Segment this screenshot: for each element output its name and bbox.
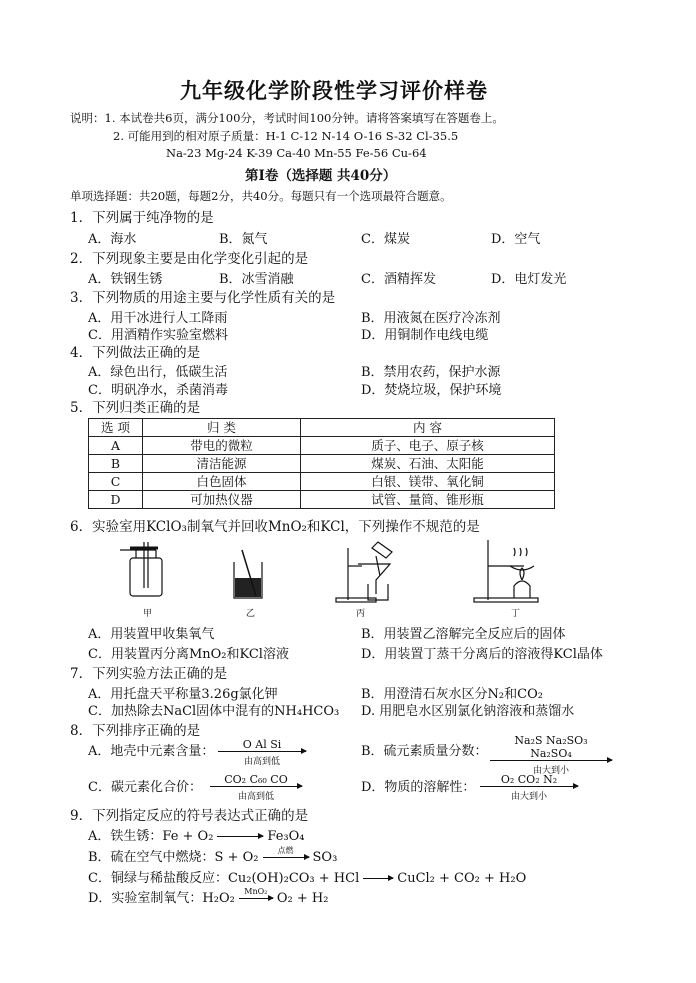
q2-option-b: B．冰雪消融 xyxy=(219,272,294,287)
q8-c-direction: 由高到低 xyxy=(237,792,274,802)
q9-b-products: SO₃ xyxy=(312,850,338,865)
q6-option-b: B．用装置乙溶解完全反应后的固体 xyxy=(361,627,566,642)
table-cell: 煤炭、石油、太阳能 xyxy=(301,455,555,473)
q5-stem: 5．下列归类正确的是 xyxy=(70,400,201,416)
table-cell: 白色固体 xyxy=(143,473,301,491)
q1-option-d: D．空气 xyxy=(491,232,541,247)
table-cell: 质子、电子、原子核 xyxy=(301,437,555,455)
q8-a-sequence xyxy=(218,738,306,767)
q3-option-d: D．用铜制作电线电缆 xyxy=(361,328,489,343)
reaction-arrow xyxy=(217,836,263,837)
q9-c-reactants: C．铜绿与稀盐酸反应：Cu₂(OH)₂CO₃ + HCl xyxy=(88,871,360,886)
q6-option-c: C．用装置丙分离MnO₂和KCl溶液 xyxy=(88,647,289,662)
q9-option-c xyxy=(88,872,526,885)
q4-option-c: C．明矾净水，杀菌消毒 xyxy=(88,383,228,398)
q8-option-b: B．硫元素质量分数： xyxy=(361,744,488,759)
q2-option-c: C．酒精挥发 xyxy=(361,272,436,287)
q9-b-reactants: B．硫在空气中燃烧：S + O₂ xyxy=(88,850,259,865)
table-cell: 可加热仪器 xyxy=(143,491,301,509)
q9-c-products: CuCl₂ + CO₂ + H₂O xyxy=(397,871,527,886)
note-line-2: 2. 可能用到的相对原子质量：H-1 C-12 N-14 O-16 S-32 Cl-35.5 xyxy=(113,129,459,143)
q9-option-b xyxy=(88,846,338,865)
table-row xyxy=(89,437,555,455)
q8-b-sequence xyxy=(490,734,612,776)
table-cell: A xyxy=(89,437,143,455)
table-cell: 白银、镁带、氧化铜 xyxy=(301,473,555,491)
page-title: 九年级化学阶段性学习评价样卷 xyxy=(180,78,488,103)
q3-option-c: C．用酒精作实验室燃料 xyxy=(88,328,228,343)
q1-option-b: B．氮气 xyxy=(219,232,268,247)
reaction-arrow xyxy=(263,846,309,858)
section-instructions: 单项选择题：共20题，每题2分，共40分。每题只有一个选项最符合题意。 xyxy=(70,189,452,203)
q8-a-order: O Al Si xyxy=(242,738,282,751)
figure-label-ding: 丁 xyxy=(511,609,521,619)
q8-c-order: CO₂ C₆₀ CO xyxy=(224,773,288,786)
q1-option-a: A．海水 xyxy=(88,232,137,247)
table-cell: C xyxy=(89,473,143,491)
q9-stem: 9．下列指定反应的符号表达式正确的是 xyxy=(70,808,309,824)
apparatus-jia-figure xyxy=(120,542,162,596)
q3-option-a: A．用干冰进行人工降雨 xyxy=(88,311,228,326)
q8-option-a: A．地壳中元素含量： xyxy=(88,744,215,759)
apparatus-yi-figure xyxy=(234,550,262,598)
q9-d-condition: MnO₂ xyxy=(244,887,268,896)
q8-a-direction: 由高到低 xyxy=(243,757,280,767)
q4-option-b: B．禁用农药，保护水源 xyxy=(361,365,501,380)
q2-stem: 2．下列现象主要是由化学变化引起的是 xyxy=(70,251,309,267)
sequence-arrow xyxy=(210,786,302,787)
table-row xyxy=(89,455,555,473)
sequence-arrow xyxy=(490,760,612,761)
q7-option-b: B．用澄清石灰水区分N₂和CO₂ xyxy=(361,687,543,702)
q7-option-c: C．加热除去NaCl固体中混有的NH₄HCO₃ xyxy=(88,704,340,719)
section-title: 第Ⅰ卷（选择题 共40分） xyxy=(245,168,397,184)
q2-option-a: A．铁钢生锈 xyxy=(88,272,163,287)
q8-option-c: C．碳元素化合价： xyxy=(88,780,202,795)
table-row xyxy=(89,491,555,509)
apparatus-figures xyxy=(110,536,560,606)
q8-d-sequence xyxy=(480,773,578,802)
q8-b-order: Na₂S Na₂SO₃ Na₂SO₄ xyxy=(514,734,588,760)
table-cell: 试管、量筒、锥形瓶 xyxy=(301,491,555,509)
apparatus-bing-figure xyxy=(336,542,392,602)
q8-d-order: O₂ CO₂ N₂ xyxy=(500,773,558,786)
q9-d-products: O₂ + H₂ xyxy=(276,891,329,906)
q9-option-d xyxy=(88,887,329,906)
q3-stem: 3．下列物质的用途主要与化学性质有关的是 xyxy=(70,290,336,306)
figure-label-yi: 乙 xyxy=(246,609,256,619)
q1-option-c: C．煤炭 xyxy=(361,232,410,247)
q8-option-d: D．物质的溶解性： xyxy=(361,780,476,795)
table-header-cell: 内 容 xyxy=(301,419,555,437)
reaction-arrow xyxy=(239,887,273,899)
q6-stem: 6．实验室用KClO₃制氧气并回收MnO₂和KCl，下列操作不规范的是 xyxy=(70,519,480,535)
table-cell: B xyxy=(89,455,143,473)
table-cell: D xyxy=(89,491,143,509)
apparatus-ding-figure xyxy=(474,540,538,602)
q8-c-sequence xyxy=(210,773,302,802)
table-header-row xyxy=(89,419,555,437)
table-header-cell: 选 项 xyxy=(89,419,143,437)
sequence-arrow xyxy=(480,786,578,787)
q6-option-a: A．用装置甲收集氧气 xyxy=(88,627,215,642)
q4-option-d: D．焚烧垃圾，保护环境 xyxy=(361,383,502,398)
note-line-1: 说明：1. 本试卷共6页，满分100分，考试时间100分钟。请将答案填写在答题卷上。 xyxy=(70,111,504,125)
table-cell: 带电的微粒 xyxy=(143,437,301,455)
q8-d-direction: 由大到小 xyxy=(510,792,547,802)
q7-option-a: A．用托盘天平称量3.26g氯化钾 xyxy=(88,687,278,702)
table-header-cell: 归 类 xyxy=(143,419,301,437)
q9-d-reactants: D．实验室制氧气：H₂O₂ xyxy=(88,891,235,906)
q4-stem: 4．下列做法正确的是 xyxy=(70,345,201,361)
q3-option-b: B．用液氮在医疗冷冻剂 xyxy=(361,311,501,326)
q2-option-d: D．电灯发光 xyxy=(491,272,567,287)
figure-label-bing: 丙 xyxy=(356,609,366,619)
q9-b-condition: 点燃 xyxy=(277,846,294,855)
table-row xyxy=(89,473,555,491)
table-cell: 清洁能源 xyxy=(143,455,301,473)
classification-table xyxy=(88,418,555,509)
q9-option-a xyxy=(88,830,305,843)
q9-a-products: Fe₃O₄ xyxy=(267,829,305,844)
sequence-arrow xyxy=(218,751,306,752)
q6-option-d: D．用装置丁蒸干分离后的溶液得KCl晶体 xyxy=(361,647,603,662)
q4-option-a: A．绿色出行，低碳生活 xyxy=(88,365,228,380)
q8-stem: 8．下列排序正确的是 xyxy=(70,723,201,739)
figure-label-jia: 甲 xyxy=(143,609,153,619)
q8-b-direction: 由大到小 xyxy=(532,766,569,776)
q1-stem: 1．下列属于纯净物的是 xyxy=(70,210,214,226)
q7-option-d: D. 用肥皂水区别氯化钠溶液和蒸馏水 xyxy=(361,704,575,719)
reaction-arrow xyxy=(363,878,393,879)
note-line-3: Na-23 Mg-24 K-39 Ca-40 Mn-55 Fe-56 Cu-64 xyxy=(166,146,427,160)
q7-stem: 7．下列实验方法正确的是 xyxy=(70,666,228,682)
q9-a-reactants: A．铁生锈：Fe + O₂ xyxy=(88,829,214,844)
